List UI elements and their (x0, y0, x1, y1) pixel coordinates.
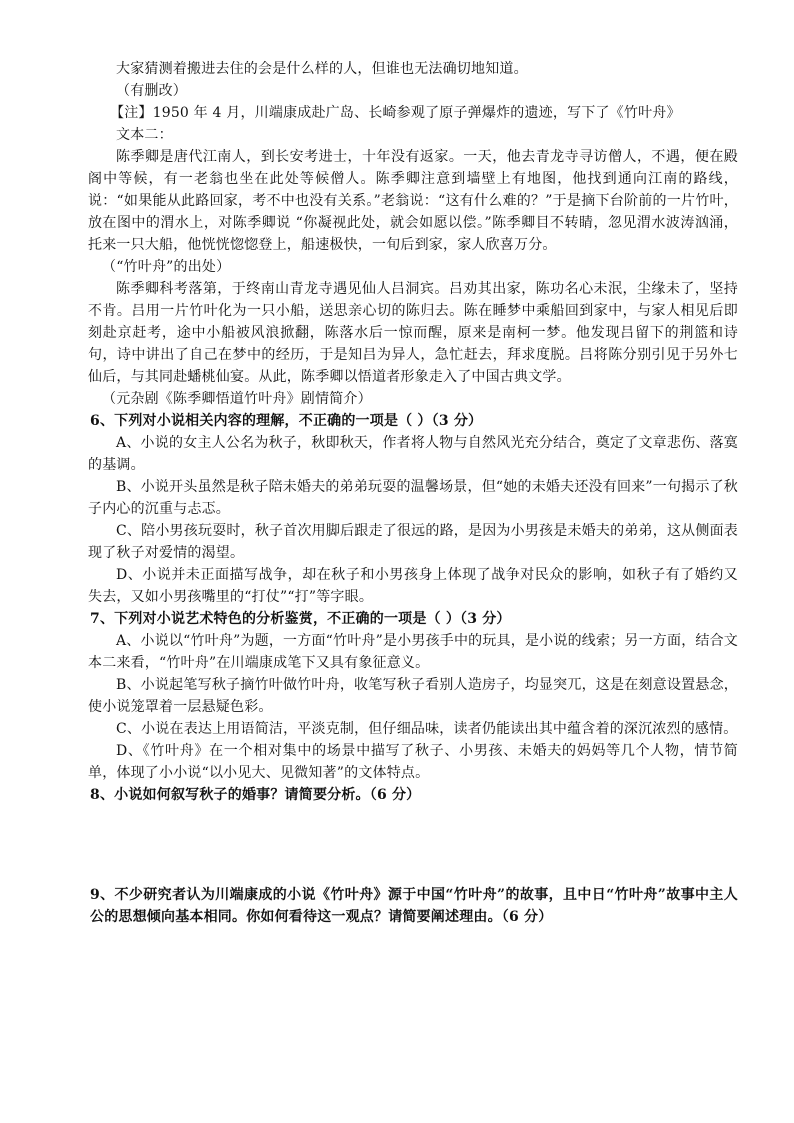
question-7: 7、下列对小说艺术特色的分析鉴赏，不正确的一项是（ ）（3 分） (90, 611, 511, 627)
q7-option-a: A、小说以“竹叶舟”为题，一方面“竹叶舟”是小男孩手中的玩具，是小说的线索；另一方面，结合文本二来看，“竹叶舟”在川端康成笔下又具有象征意义。 (88, 633, 738, 671)
text-line: 大家猜测着搬进去住的会是什么样的人，但谁也无法确切地知道。 (116, 61, 528, 77)
q6-option-c: C、陪小男孩玩耍时，秋子首次用脚后跟走了很远的路，是因为小男孩是未婚夫的弟弟，这从侧面表现了秋子对爱情的渴望。 (88, 523, 738, 561)
paragraph-synopsis: 陈季卿科考落第，于终南山青龙寺遇见仙人吕洞宾。吕劝其出家，陈功名心未泯，尘缘未了，坚持不肯。吕用一片竹叶化为一只小船，送思亲心切的陈归去。陈在睡梦中乘船回到家中，与家人相见后即刻赴京赶考，途中小船被风浪掀翻，陈落水后一惊而醒，原来是南柯一梦。他发现吕留下的荆篮和诗句，诗中讲出了自己在梦中的经历，于是知吕为异人，急忙赶去，拜求度脱。吕将陈分别引见于另外七仙后，与其同赴蟠桃仙宴。从此，陈季卿以悟道者形象走入了中国古典文学。 (88, 281, 738, 385)
source-note: （元杂剧《陈季卿悟道竹叶舟》剧情简介） (102, 391, 372, 407)
q6-option-d: D、小说并未正面描写战争，却在秋子和小男孩身上体现了战争对民众的影响，如秋子有了婚约又失去，又如小男孩嘴里的“打仗”“打”等字眼。 (88, 567, 738, 605)
q7-option-d: D、《竹叶舟》在一个相对集中的场景中描写了秋子、小男孩、未婚夫的妈妈等几个人物，情节简单，体现了小小说“以小见大、见微知著”的文体特点。 (88, 743, 738, 781)
question-9: 9、不少研究者认为川端康成的小说《竹叶舟》源于中国“竹叶舟”的故事，且中日“竹叶舟”故事中主人公的思想倾向基本相同。你如何看待这一观点？请简要阐述理由。（6 分） (90, 887, 738, 925)
source-note: （“竹叶舟”的出处） (102, 259, 231, 275)
annotation-note: 【注】1950 年 4 月，川端康成赴广岛、长崎参观了原子弹爆炸的遗迹，写下了《竹叶舟》 (110, 105, 681, 121)
edit-note: （有删改） (116, 83, 187, 99)
q6-option-a: A、小说的女主人公名为秋子，秋即秋天，作者将人物与自然风光充分结合，奠定了文章悲伤、落寞的基调。 (88, 435, 738, 473)
paragraph-chen-jiqing: 陈季卿是唐代江南人，到长安考进士，十年没有返家。一天，他去青龙寺寻访僧人，不遇，便在殿阁中等候，有一老翁也坐在此处等候僧人。陈季卿注意到墙壁上有地图，他找到通向江南的路线，说：“如果能从此路回家，考不中也没有关系。”老翁说：“这有什么难的？”于是摘下台阶前的一片竹叶，放在图中的渭水上，对陈季卿说 “你凝视此处，就会如愿以偿。”陈季卿目不转睛，忽见渭水波涛汹涌，托来一只大船，他恍恍惚惚登上，船速极快，一旬后到家，家人欣喜万分。 (88, 149, 738, 253)
q6-option-b: B、小说开头虽然是秋子陪未婚夫的弟弟玩耍的温馨场景，但“她的未婚夫还没有回来”一句揭示了秋子内心的沉重与忐忑。 (88, 479, 738, 517)
answer-space[interactable] (88, 806, 738, 884)
q7-option-b: B、小说起笔写秋子摘竹叶做竹叶舟，收笔写秋子看别人造房子，均显突兀，这是在刻意设置悬念，使小说笼罩着一层悬疑色彩。 (88, 677, 738, 715)
text-two-heading: 文本二： (116, 127, 173, 143)
document-page (88, 58, 738, 928)
question-6: 6、下列对小说相关内容的理解，不正确的一项是（ ）（3 分） (90, 413, 483, 429)
question-8: 8、小说如何叙写秋子的婚事？请简要分析。（6 分） (90, 787, 421, 803)
q7-option-c: C、小说在表达上用语简洁，平淡克制，但仔细品味，读者仍能读出其中蕴含着的深沉浓烈的感情。 (116, 721, 738, 737)
